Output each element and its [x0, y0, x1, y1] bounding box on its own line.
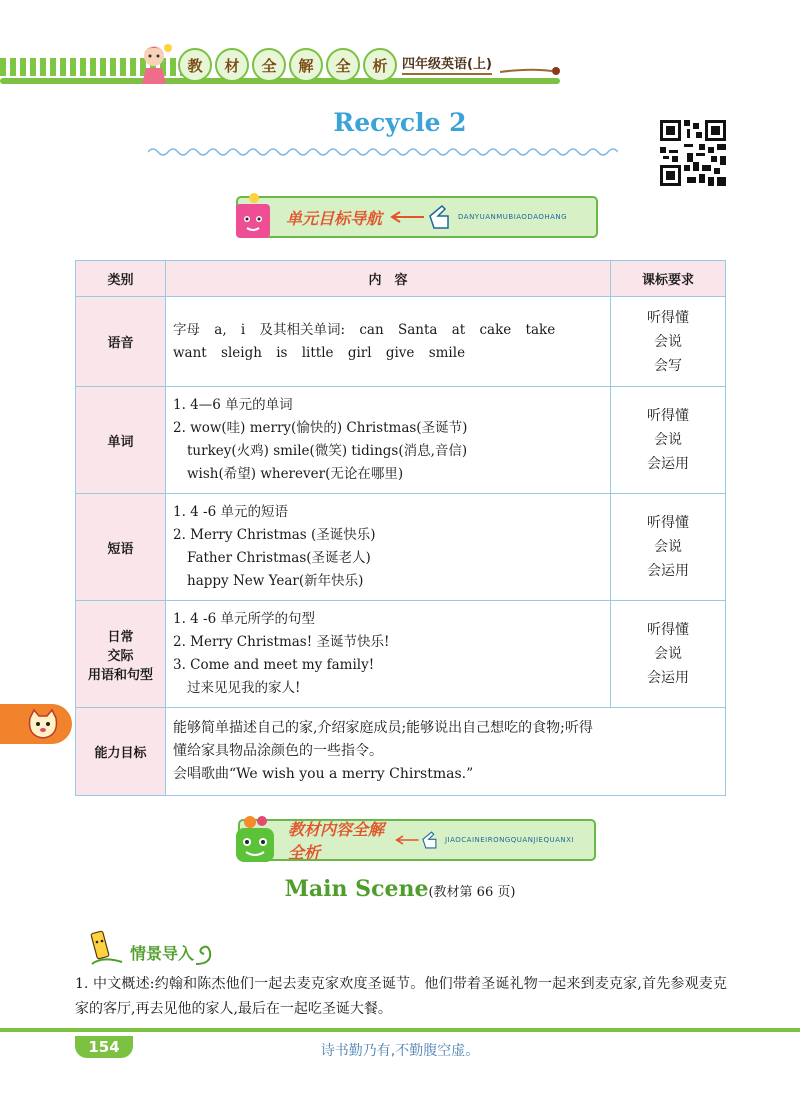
table-row — [76, 708, 726, 796]
content-line: want sleigh is little girl give smile — [173, 344, 466, 361]
content-line: 1. 4 -6 单元的短语 — [173, 504, 288, 520]
section-label: 教材内容全解全析 — [288, 820, 385, 862]
content-line: happy New Year(新年快乐) — [187, 573, 364, 589]
table-header-row — [76, 261, 726, 297]
category-line: 用语和句型 — [87, 667, 153, 683]
scene-intro-label — [82, 926, 214, 968]
section-pinyin: JIAOCAINEIRONGQUANJIEQUANXI — [444, 836, 574, 844]
pink-cube-mascot-icon — [232, 192, 278, 242]
content-cell — [166, 601, 611, 708]
pointing-hand-icon — [420, 825, 439, 855]
footer-line — [0, 1028, 800, 1032]
content-line: 2. Merry Christmas! 圣诞节快乐! — [173, 634, 390, 650]
content-line: 字母 a, i 及其相关单词: can Santa at cake take — [173, 321, 556, 338]
footer-motto: 诗书勤乃有,不勤腹空虚。 — [320, 1043, 480, 1059]
section-banner-goals — [232, 192, 598, 242]
content-line: turkey(火鸡) smile(微笑) tidings(消息,音信) — [187, 443, 468, 459]
requirement-item: 听得懂 — [647, 622, 689, 638]
content-line: wish(希望) wherever(无论在哪里) — [187, 466, 404, 482]
category-cell: 语音 — [76, 297, 166, 387]
content-line: 2. Merry Christmas (圣诞快乐) — [173, 527, 376, 543]
requirement-cell — [611, 494, 726, 601]
requirement-cell — [611, 387, 726, 494]
header-badge: 教 — [178, 48, 212, 82]
requirement-item: 会说 — [654, 539, 682, 555]
content-cell — [166, 494, 611, 601]
content-line: 会唱歌曲“We wish you a merry Chirstmas.” — [173, 766, 474, 782]
green-monster-mascot-icon — [232, 814, 282, 866]
table-row — [76, 494, 726, 601]
main-scene-page-ref: (教材第 66 页) — [428, 885, 516, 900]
content-line: 2. wow(哇) merry(愉快的) Christmas(圣诞节) — [173, 420, 468, 436]
requirement-item: 会运用 — [647, 670, 689, 686]
header-badge: 解 — [289, 48, 323, 82]
column-header: 内 容 — [166, 261, 611, 297]
content-line: Father Christmas(圣诞老人) — [187, 550, 371, 566]
content-cell — [166, 297, 611, 387]
arrow-icon — [392, 833, 420, 847]
requirement-cell — [611, 601, 726, 708]
requirement-item: 会写 — [654, 357, 682, 374]
section-banner-box — [238, 819, 596, 861]
qr-code-icon — [660, 120, 726, 186]
content-line: 能够简单描述自己的家,介绍家庭成员;能够说出自己想吃的食物;听得 — [173, 720, 593, 736]
page-title: Recycle 2 — [333, 108, 467, 137]
requirement-item: 会说 — [654, 333, 682, 350]
content-line: 1. 4—6 单元的单词 — [173, 397, 293, 413]
column-header: 类别 — [76, 261, 166, 297]
table-row — [76, 387, 726, 494]
header-subtitle: 四年级英语(上) — [402, 53, 492, 75]
requirement-item: 会运用 — [647, 456, 689, 472]
header-badge: 析 — [363, 48, 397, 82]
pointing-hand-icon — [426, 202, 452, 232]
wave-divider — [148, 146, 618, 158]
content-line: 过来见见我的家人! — [187, 680, 301, 696]
content-cell — [166, 708, 726, 796]
category-cell: 单词 — [76, 387, 166, 494]
header-badge: 全 — [252, 48, 286, 82]
section-pinyin: DANYUANMUBIAODAOHANG — [458, 213, 568, 221]
section-banner-content — [232, 814, 596, 866]
table-row — [76, 297, 726, 387]
category-cell — [76, 601, 166, 708]
goals-table — [75, 260, 726, 796]
requirement-item: 听得懂 — [647, 309, 689, 326]
page-number: 154 — [75, 1036, 133, 1058]
category-cell: 能力目标 — [76, 708, 166, 796]
header-title-badges — [178, 48, 397, 82]
main-scene-title: Main Scene — [284, 876, 429, 902]
pencil-character-icon — [82, 926, 124, 968]
content-line: 1. 4 -6 单元所学的句型 — [173, 611, 315, 627]
arrow-icon — [386, 210, 426, 224]
requirement-cell — [611, 297, 726, 387]
requirement-item: 会说 — [654, 646, 682, 662]
swirl-icon — [194, 942, 214, 968]
scene-intro-text: 情景导入 — [130, 944, 195, 963]
main-scene-heading — [0, 876, 800, 902]
content-line: 懂给家具物品涂颜色的一些指令。 — [173, 743, 383, 759]
content-cell — [166, 387, 611, 494]
category-line: 日常 — [107, 629, 134, 645]
intro-paragraph: 1. 中文概述:约翰和陈杰他们一起去麦克家欢度圣诞节。他们带着圣诞礼物一起来到麦克家,首先参观麦克家的客厅,再去见他的家人,最后在一起吃圣诞大餐。 — [75, 976, 727, 1017]
header-badge: 全 — [326, 48, 360, 82]
table-row — [76, 601, 726, 708]
requirement-item: 会说 — [654, 432, 682, 448]
cat-face-icon — [26, 708, 60, 740]
requirement-item: 会运用 — [647, 563, 689, 579]
section-label: 单元目标导航 — [286, 208, 383, 228]
requirement-item: 听得懂 — [647, 515, 689, 531]
category-line: 交际 — [107, 648, 134, 664]
requirement-item: 听得懂 — [647, 408, 689, 424]
header-badge: 材 — [215, 48, 249, 82]
section-banner-box — [236, 196, 598, 238]
category-cell: 短语 — [76, 494, 166, 601]
column-header: 课标要求 — [611, 261, 726, 297]
cartoon-girl-icon — [130, 38, 178, 86]
content-line: 3. Come and meet my family! — [173, 657, 375, 673]
pencil-icon — [500, 66, 562, 76]
